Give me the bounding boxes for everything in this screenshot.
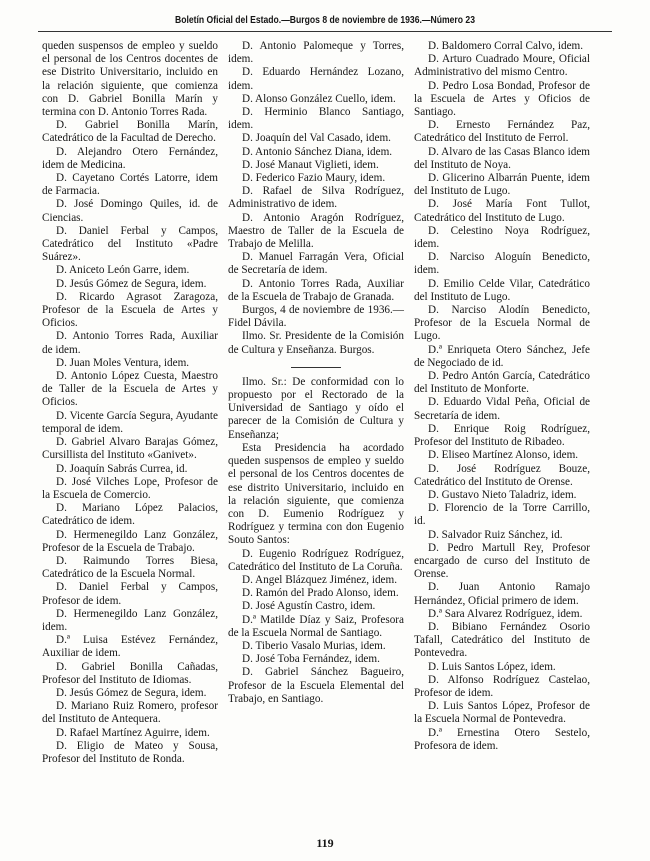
list-item: D. Juan Antonio Ramajo Hernández, Oficial primero de idem. xyxy=(414,581,590,607)
column-1 xyxy=(42,40,218,766)
list-item: D. Hermenegildo Lanz González, idem. xyxy=(42,607,218,633)
list-item: D. Mariano López Palacios, Catedrático de idem. xyxy=(42,502,218,528)
list-item: D. Hermenegildo Lanz González, Profesor de la Escuela de Trabajo. xyxy=(42,528,218,554)
list-item: D. Enrique Roig Rodríguez, Profesor del Instituto de Ribadeo. xyxy=(414,422,590,449)
list-item: D. José Domingo Quiles, id. de Ciencias. xyxy=(42,198,218,224)
list-item: D. Pedro Antón García, Catedrático del Instituto de Monforte. xyxy=(414,370,590,396)
list-item: D. Baldomero Corral Calvo, idem. xyxy=(428,40,584,52)
list-item: D. Alvaro de las Casas Blanco idem del Instituto de Noya. xyxy=(414,145,590,171)
list-item: D. Glicerino Albarrán Puente, idem del Instituto de Lugo. xyxy=(414,172,590,198)
list-item: D. Juan Moles Ventura, idem. xyxy=(56,356,190,369)
list-item: D. Raimundo Torres Biesa, Catedrático de la Escuela Normal. xyxy=(42,554,218,581)
list-item: D. Vicente García Segura, Ayudante temporal de idem. xyxy=(42,409,218,435)
list-item: D. Angel Blázquez Jiménez, idem. xyxy=(242,573,398,586)
list-item: D. Daniel Ferbal y Campos, Catedrático del Instituto «Padre Suárez». xyxy=(42,224,218,264)
list-item: D. Cayetano Cortés Latorre, idem de Farmacia. xyxy=(42,172,218,198)
list-item: D. Ricardo Agrasot Zaragoza, Profesor de la Escuela de Artes y Oficios. xyxy=(42,290,218,330)
list-item: D. Emilio Celde Vilar, Catedrático del Instituto de Lugo. xyxy=(414,277,590,303)
header-rule xyxy=(38,31,612,32)
list-item: D. Narciso Aloguín Benedicto, idem. xyxy=(414,251,590,277)
section-separator xyxy=(291,367,341,368)
addressee: Ilmo. Sr. Presidente de la Comisión de Cultura y Enseñanza. Burgos. xyxy=(228,330,404,356)
list-item: D. Antonio Torres Rada, Auxiliar de idem. xyxy=(42,330,218,356)
list-item: D. Luis Santos López, idem. xyxy=(428,660,556,673)
list-item: D.ª Sara Alvarez Rodríguez, idem. xyxy=(428,607,583,620)
list-item: D. Luis Santos López, Profesor de la Escuela Normal de Pontevedra. xyxy=(414,700,590,726)
list-item: D. Eduardo Vidal Peña, Oficial de Secretaría de idem. xyxy=(414,396,590,422)
list-item: D. Eligio de Mateo y Sousa, Profesor del Instituto de Ronda. xyxy=(42,739,218,765)
list-item: D. Tiberio Vasalo Murias, idem. xyxy=(242,639,386,652)
list-item: D. Rafael de Silva Rodríguez, Administrativo de idem. xyxy=(228,185,404,211)
list-item: D. Celestino Noya Rodríguez, idem. xyxy=(414,224,590,251)
column-2-list-a xyxy=(228,40,404,304)
list-item: D. Alfonso Rodríguez Castelao, Profesor de idem. xyxy=(414,673,590,699)
list-item: D.ª Enriqueta Otero Sánchez, Jefe de Negociado de id. xyxy=(414,343,590,369)
list-item: D. José Agustín Castro, idem. xyxy=(242,600,376,613)
column-2 xyxy=(228,40,404,706)
list-item: D. Pedro Losa Bondad, Profesor de la Escuela de Artes y Oficios de Santiago. xyxy=(414,79,590,119)
list-item: D. José Rodríguez Bouze, Catedrático del Instituto de Orense. xyxy=(414,462,590,488)
list-item: D. Antonio Aragón Rodríguez, Maestro de Taller de la Escuela de Trabajo de Melilla. xyxy=(228,211,404,251)
list-item: D. Antonio Palomeque y Torres, idem. xyxy=(228,40,404,66)
list-item: D. Alejandro Otero Fernández, idem de Medicina. xyxy=(42,145,218,171)
list-item: D.ª Matilde Díaz y Saiz, Profesora de la Escuela Normal de Santiago. xyxy=(228,613,404,639)
list-item: D. Narciso Alodín Benedicto, Profesor de la Escuela Normal de Lugo. xyxy=(414,304,590,343)
list-item: D. Gustavo Nieto Taladriz, idem. xyxy=(428,488,577,501)
list-item: D.ª Luisa Estévez Fernández, Auxiliar de idem. xyxy=(42,634,218,660)
list-item: D. Eduardo Hernández Lozano, idem. xyxy=(228,66,404,92)
list-item: D. Gabriel Bonilla Cañadas, Profesor del Instituto de Idiomas. xyxy=(42,660,218,686)
list-item: D. Salvador Ruiz Sánchez, id. xyxy=(428,528,563,541)
list-item: D. Antonio Sánchez Diana, idem. xyxy=(242,145,393,158)
list-item: D. Federico Fazio Maury, idem. xyxy=(242,172,386,185)
list-item: D. Mariano Ruiz Romero, profesor del Instituto de Antequera. xyxy=(42,700,218,726)
list-item: D. José Manaut Viglieti, idem. xyxy=(242,158,379,171)
list-item: D. Arturo Cuadrado Moure, Oficial Administrativo del mismo Centro. xyxy=(414,53,590,79)
list-item: D. Gabriel Sánchez Bagueiro, Profesor de la Escuela Elemental del Trabajo, en Santiago. xyxy=(228,666,404,705)
list-item: D. Joaquín del Val Casado, idem. xyxy=(242,132,391,145)
list-item: D. Antonio Torres Rada, Auxiliar de la Escuela de Trabajo de Granada. xyxy=(228,277,404,303)
list-item: D. Jesús Gómez de Segura, idem. xyxy=(56,277,207,290)
list-item: D. Gabriel Alvaro Barajas Gómez, Cursillista del Instituto «Ganivet». xyxy=(42,436,218,462)
list-item: D. Pedro Martull Rey, Profesor encargado de curso del Instituto de Orense. xyxy=(414,541,590,581)
list-item: D. Jesús Gómez de Segura, idem. xyxy=(56,686,207,699)
list-item: D. Joaquín Sabrás Currea, id. xyxy=(56,462,188,475)
list-item: D. Alonso González Cuello, idem. xyxy=(242,92,396,105)
list-item: D. Bibiano Fernández Osorio Tafall, Catedrático del Instituto de Pontevedra. xyxy=(414,620,590,660)
column-2-list-b xyxy=(228,442,404,706)
list-item: queden suspensos de empleo y sueldo el personal de los Centros docentes de ese Distrito Universitario, incluido en la relación siguiente, que comienza con D. Gabriel Bonilla Marín y termina con D. Antonio Torres Rada. xyxy=(42,40,218,119)
page-number: 119 xyxy=(316,836,334,850)
list-item: D. Ernesto Fernández Paz, Catedrático del Instituto de Ferrol. xyxy=(414,119,590,145)
list-item: D. Aniceto León Garre, idem. xyxy=(56,264,190,277)
list-item: D.ª Ernestina Otero Sestelo, Profesora de idem. xyxy=(414,726,590,752)
list-item: D. Eliseo Martínez Alonso, idem. xyxy=(428,449,579,462)
page-header: Boletín Oficial del Estado.—Burgos 8 de noviembre de 1936.—Número 23 xyxy=(174,14,475,26)
decree-intro: Ilmo. Sr.: De conformidad con lo propuesto por el Rectorado de la Universidad de Santiago y oído el parecer de la Comisión de Cultura y Enseñanza; xyxy=(228,375,404,441)
list-item: D. Antonio López Cuesta, Maestro de Taller de la Escuela de Artes y Oficios. xyxy=(42,370,218,409)
list-item: D. Daniel Ferbal y Campos, Profesor de idem. xyxy=(42,581,218,607)
list-item: D. Manuel Farragán Vera, Oficial de Secretaría de idem. xyxy=(228,251,404,277)
list-item: D. José Toba Fernández, idem. xyxy=(242,653,380,666)
list-item: D. Ramón del Prado Alonso, idem. xyxy=(242,587,399,600)
list-item: D. Florencio de la Torre Carrillo, id. xyxy=(414,502,590,528)
list-item: D. Gabriel Bonilla Marín, Catedrático de la Facultad de Derecho. xyxy=(42,119,218,145)
list-item: D. José Vilches Lope, Profesor de la Escuela de Comercio. xyxy=(42,475,218,501)
signature-date: Burgos, 4 de noviembre de 1936.—Fidel Dávila. xyxy=(228,304,404,330)
list-item: D. José María Font Tullot, Catedrático del Instituto de Lugo. xyxy=(414,198,590,224)
column-3 xyxy=(414,40,590,753)
list-item: Esta Presidencia ha acordado queden suspensos de empleo y sueldo el personal de los Centros docentes de ese distrito Universitario, incluido en la relación siguiente, que comienza con D. Eumenio Rodríguez y Rodríguez y termina con don Eugenio Souto Santos: xyxy=(228,441,404,547)
list-item: D. Eugenio Rodríguez Rodríguez, Catedrático del Instituto de La Coruña. xyxy=(228,547,404,573)
list-item: D. Rafael Martínez Aguirre, idem. xyxy=(56,726,210,739)
list-item: D. Herminio Blanco Santiago, idem. xyxy=(228,106,404,132)
